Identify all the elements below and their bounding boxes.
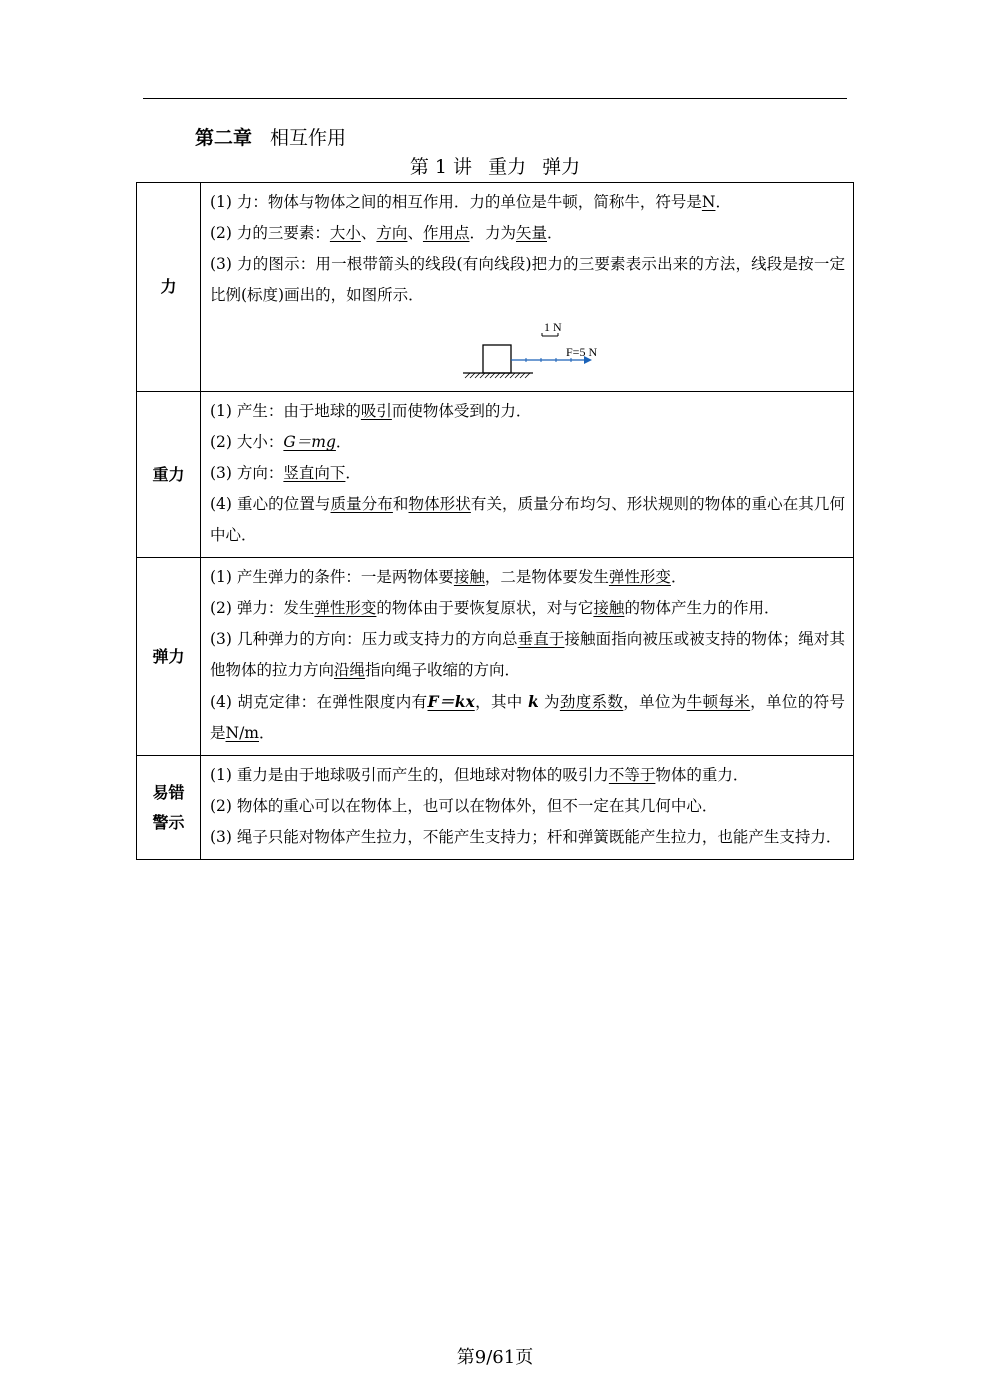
row-content — [201, 558, 854, 756]
list-item: (1) 重力是由于地球吸引而产生的，但地球对物体的吸引力不等于物体的重力． — [210, 766, 749, 784]
chapter-heading: 第二章 相互作用 — [195, 127, 347, 149]
row-label: 力 — [137, 183, 201, 392]
table-row-gravity — [137, 392, 854, 558]
table-row-elastic-force — [137, 558, 854, 756]
list-item: (2) 大小：G＝mg． — [210, 433, 352, 451]
table-row-common-mistakes — [137, 756, 854, 860]
row-label: 弹力 — [137, 558, 201, 756]
force-label: F=5 N — [566, 345, 598, 359]
list-item: (4) 胡克定律：在弹性限度内有F＝kx，其中 k 为劲度系数，单位为牛顿每米，单位的符号是N/m． — [210, 692, 845, 742]
list-item: (3) 力的图示：用一根带箭头的线段(有向线段)把力的三要素表示出来的方法，线段是按一定比例(标度)画出的，如图所示． — [210, 255, 845, 304]
block-shape — [483, 345, 511, 373]
list-item: (3) 几种弹力的方向：压力或支持力的方向总垂直于接触面指向被压或被支持的物体；绳对其他物体的拉力方向沿绳指向绳子收缩的方向． — [210, 630, 845, 679]
list-item: (2) 弹力：发生弹性形变的物体由于要恢复原状，对与它接触的物体产生力的作用． — [210, 599, 780, 617]
row-content — [201, 183, 854, 392]
list-item: (3) 绳子只能对物体产生拉力，不能产生支持力；杆和弹簧既能产生拉力，也能产生支持力． — [210, 828, 842, 846]
list-item: (1) 力：物体与物体之间的相互作用．力的单位是牛顿，简称牛，符号是N． — [210, 193, 731, 211]
force-diagram-figure — [458, 311, 658, 383]
row-content — [201, 392, 854, 558]
list-item: (3) 方向：竖直向下． — [210, 464, 361, 482]
page-number: 第9/61页 — [456, 1347, 534, 1368]
header-rule — [143, 98, 847, 99]
force-diagram — [210, 311, 845, 385]
list-item: (4) 重心的位置与质量分布和物体形状有关，质量分布均匀、形状规则的物体的重心在其几何中心． — [210, 495, 845, 544]
table-row-force — [137, 183, 854, 392]
row-label: 重力 — [137, 392, 201, 558]
row-label: 易错 警示 — [137, 756, 201, 860]
scale-label: 1 N — [544, 320, 562, 334]
list-item: (1) 产生弹力的条件：一是两物体要接触，二是物体要发生弹性形变． — [210, 568, 687, 586]
lecture-title: 第 1 讲 重力 弹力 — [409, 156, 581, 178]
summary-table — [136, 182, 854, 860]
list-item: (2) 物体的重心可以在物体上，也可以在物体外，但不一定在其几何中心． — [210, 797, 718, 815]
row-content — [201, 756, 854, 860]
list-item: (2) 力的三要素：大小、方向、作用点．力为矢量． — [210, 224, 563, 242]
list-item: (1) 产生：由于地球的吸引而使物体受到的力． — [210, 402, 532, 420]
